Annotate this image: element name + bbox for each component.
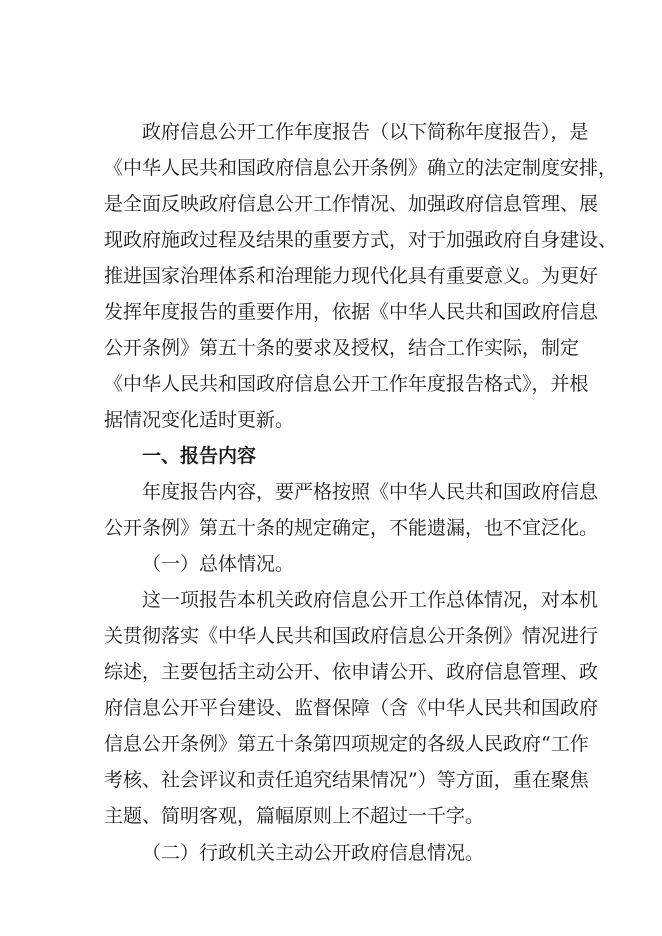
paragraph-1-line-6: 发挥年度报告的重要作用，依据《中华人民共和国政府信息 [104,301,599,323]
paragraph-3-line-2: 关贯彻落实《中华人民共和国政府信息公开条例》情况进行 [104,625,599,647]
paragraph-3-line-7: 主题、简明客观，篇幅原则上不超过一千字。 [104,805,485,827]
paragraph-1-line-8: 《中华人民共和国政府信息公开工作年度报告格式》，并根 [104,373,589,395]
section-heading-report-content: 一、报告内容 [142,445,257,467]
paragraph-3-line-3: 综述，主要包括主动公开、依申请公开、政府信息管理、政 [104,661,599,683]
subsection-heading-proactive-disclosure: （二）行政机关主动公开政府信息情况。 [142,842,485,864]
paragraph-1-line-4: 现政府施政过程及结果的重要方式，对于加强政府自身建设、 [104,229,618,251]
paragraph-1-line-5: 推进国家治理体系和治理能力现代化具有重要意义。为更好 [104,265,599,287]
paragraph-3-line-6: 考核、社会评议和责任追究结果情况”）等方面，重在聚焦 [104,769,589,791]
paragraph-1-line-3: 是全面反映政府信息公开工作情况、加强政府信息管理、展 [104,193,599,215]
paragraph-3-line-5: 信息公开条例》第五十条第四项规定的各级人民政府“工作 [104,733,589,755]
paragraph-1-line-1: 政府信息公开工作年度报告（以下简称年度报告），是 [142,121,589,143]
paragraph-2-line-1: 年度报告内容，要严格按照《中华人民共和国政府信息 [142,481,599,503]
paragraph-3-line-1: 这一项报告本机关政府信息公开工作总体情况，对本机 [142,589,599,611]
subsection-heading-overall: （一）总体情况。 [142,553,295,575]
paragraph-1-line-9: 据情况变化适时更新。 [104,409,295,431]
paragraph-1-line-2: 《中华人民共和国政府信息公开条例》确立的法定制度安排， [104,157,618,179]
paragraph-1-line-7: 公开条例》第五十条的要求及授权，结合工作实际，制定 [104,337,580,359]
paragraph-3-line-4: 府信息公开平台建设、监督保障（含《中华人民共和国政府 [104,697,599,719]
paragraph-2-line-2: 公开条例》第五十条的规定确定，不能遗漏，也不宜泛化。 [104,517,599,539]
